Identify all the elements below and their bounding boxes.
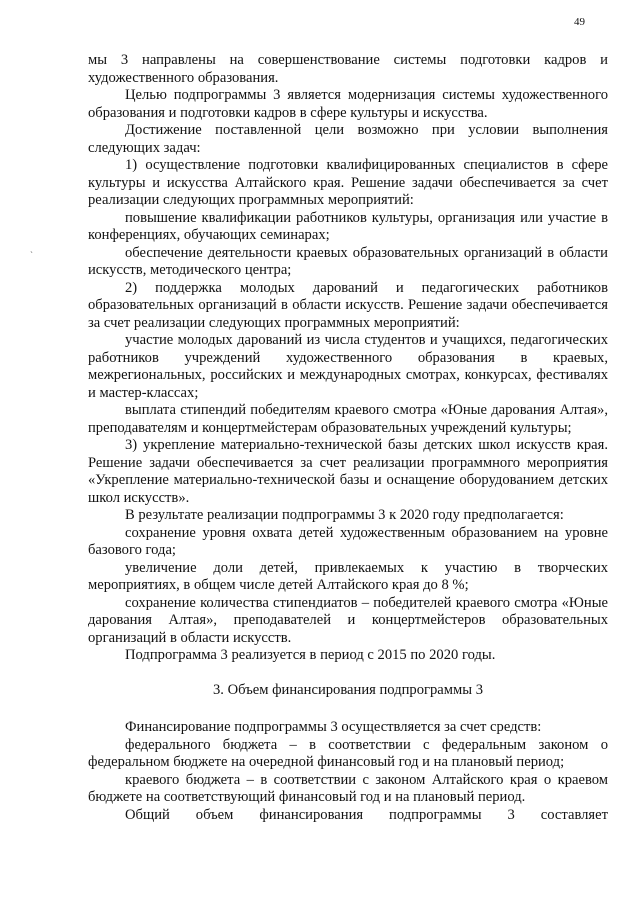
section-heading: 3. Объем финансирования подпрограммы 3 [213, 681, 483, 698]
paragraph-task-3: 3) укрепление материально-технической базы детских школ искусств края. Решение задачи обеспечивается за счет реализации программного мероприятия «Укрепление материально-технической базы и оснащение оборудованием детских школ искусств». [88, 437, 608, 506]
paragraph-continuation: мы 3 направлены на совершенствование системы подготовки кадров и художественного образования. [88, 52, 608, 86]
paragraph-financing-federal: федерального бюджета – в соответствии с федеральным законом о федеральном бюджете на очередной финансовый год и на плановый период; [88, 736, 608, 770]
paragraph-tasks-intro: Достижение поставленной цели возможно при условии выполнения следующих задач: [88, 122, 608, 156]
paragraph-task-2-item-2: выплата стипендий победителям краевого смотра «Юные дарования Алтая», преподавателям и концертмейстерам образовательных учреждений культуры; [88, 402, 608, 436]
paragraph-task-2-item-1: участие молодых дарований из числа студентов и учащихся, педагогических работников учреждений художественного образования в краевых, межрегиональных, российских и международных смотрах, конкурсах, фестивалях и мастер-классах; [88, 332, 608, 401]
scan-artifact-mark: ` [30, 250, 33, 260]
paragraph-result-1: сохранение уровня охвата детей художественным образованием на уровне базового года; [88, 524, 608, 558]
paragraph-financing-total: Общий объем финансирования подпрограммы 3 составляет [125, 806, 608, 823]
paragraph-goal: Целью подпрограммы 3 является модернизация системы художественного образования и подготовки кадров в сфере культуры и искусства. [88, 87, 608, 121]
paragraph-result-2: увеличение доли детей, привлекаемых к участию в творческих мероприятиях, в общем числе детей Алтайского края до 8 %; [88, 559, 608, 593]
document-body [88, 52, 608, 824]
paragraph-task-1-item-2: обеспечение деятельности краевых образовательных организаций в области искусств, методического центра; [88, 244, 608, 278]
paragraph-result-3: сохранение количества стипендиатов – победителей краевого смотра «Юные дарования Алтая», преподавателей и концертмейстеров образовательных организаций в области искусств. [88, 594, 608, 646]
paragraph-task-1: 1) осуществление подготовки квалифицированных специалистов в сфере культуры и искусства Алтайского края. Решение задачи обеспечивается за счет реализации следующих программных мероприятий: [88, 157, 608, 208]
paragraph-financing-regional: краевого бюджета – в соответствии с законом Алтайского края о краевом бюджете на соответствующий финансовый год и на плановый период. [88, 771, 608, 805]
paragraph-task-2: 2) поддержка молодых дарований и педагогических работников образовательных организаций в области искусств. Решение задачи обеспечивается за счет реализации следующих программных мероприятий: [88, 279, 608, 331]
paragraph-financing-intro: Финансирование подпрограммы 3 осуществляется за счет средств: [125, 719, 542, 735]
paragraph-period: Подпрограмма 3 реализуется в период с 2015 по 2020 годы. [125, 647, 496, 663]
paragraph-results-intro: В результате реализации подпрограммы 3 к 2020 году предполагается: [125, 507, 564, 523]
page-number: 49 [574, 16, 585, 28]
paragraph-task-1-item-1: повышение квалификации работников культуры, организация или участие в конференциях, обучающих семинарах; [88, 209, 608, 243]
